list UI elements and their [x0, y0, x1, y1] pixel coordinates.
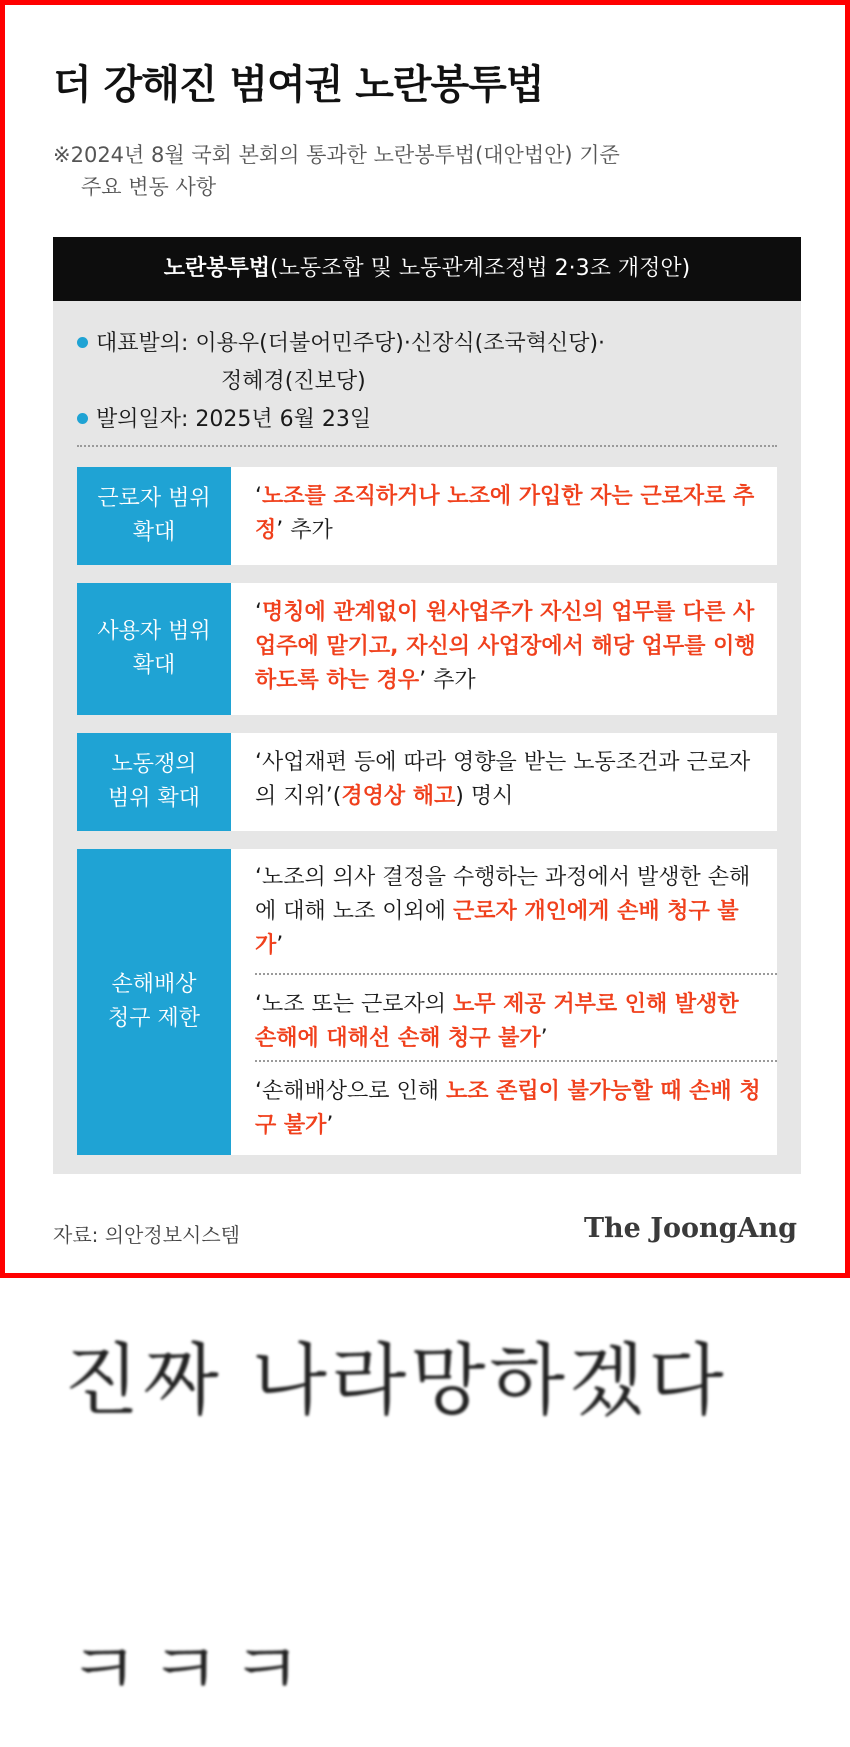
highlight-text: 노무 제공 거부로 인해 발생한 손해에 대해선 손해 청구 불가	[255, 992, 739, 1051]
highlight-text: 노조를 조직하거나 노조에 가입한 자는 근로자로 추정	[255, 484, 755, 543]
plain-text: ‘노조의 의사 결정을 수행하는 과정에서 발생한 손해에 대해 노조 이외에	[255, 865, 751, 924]
date-block	[77, 401, 371, 439]
row-label	[77, 467, 231, 565]
row-content	[231, 467, 777, 565]
bullet-dot-icon	[77, 413, 88, 424]
plain-text: ’	[540, 1026, 548, 1051]
sponsors-line-2: 정혜경(진보당)	[221, 369, 366, 394]
row-content	[231, 583, 777, 715]
row-item	[255, 480, 765, 548]
item-divider	[255, 973, 777, 975]
row-label	[77, 733, 231, 831]
row-label-line-2: 범위 확대	[107, 786, 200, 811]
plain-text: ‘	[255, 600, 262, 625]
row-label-text	[97, 615, 210, 683]
row-label-line-2: 청구 제한	[107, 1006, 200, 1031]
row-content	[231, 849, 777, 1155]
row-item	[255, 861, 765, 963]
row-item	[255, 1075, 765, 1143]
row-label-text	[108, 968, 200, 1036]
table-row	[77, 733, 777, 831]
source-note: 자료: 의안정보시스템	[53, 1223, 240, 1247]
plain-text: ‘노조 또는 근로자의	[255, 992, 453, 1017]
table-row	[77, 583, 777, 715]
sponsors-block	[77, 325, 605, 401]
row-item	[255, 596, 765, 698]
date-value: 2025년 6월 23일	[195, 407, 372, 432]
row-label	[77, 849, 231, 1155]
item-divider	[255, 1060, 777, 1062]
row-label-line-1: 노동쟁의	[111, 752, 197, 777]
table-header	[53, 237, 801, 301]
table-header-rest: (노동조합 및 노동관계조정법 2·3조 개정안)	[270, 256, 691, 281]
row-label-line-1: 근로자 범위	[97, 486, 211, 511]
plain-text: ’ 추가	[276, 518, 333, 543]
highlight-text: 명칭에 관계없이 원사업주가 자신의 업무를 다른 사업주에 맡기고, 자신의 사업장에서 해당 업무를 이행하도록 하는 경우	[255, 600, 756, 693]
subtitle-line-2: 주요 변동 사항	[81, 175, 217, 199]
plain-text: ’	[326, 1113, 334, 1138]
bullet-dot-icon	[77, 337, 88, 348]
plain-text: ‘	[255, 484, 262, 509]
infographic-subtitle	[53, 139, 753, 203]
table-row	[77, 849, 777, 1155]
highlight-text: 근로자 개인에게 손배 청구 불가	[255, 899, 739, 958]
table-header-bold: 노란봉투법	[163, 256, 271, 281]
row-content	[231, 733, 777, 831]
row-item	[255, 746, 765, 814]
row-label-line-2: 확대	[132, 653, 176, 678]
caption-line-2: ㅋㅋㅋ	[68, 1626, 313, 1712]
highlight-text: 경영상 해고	[341, 784, 456, 809]
brand-logo: The JoongAng	[583, 1213, 797, 1244]
meta-divider	[77, 445, 777, 447]
table-body	[53, 301, 801, 1174]
row-label-text	[108, 748, 200, 816]
plain-text: ) 명시	[455, 784, 514, 809]
highlight-text: 노조 존립이 불가능할 때 손배 청구 불가	[255, 1079, 761, 1138]
row-label	[77, 583, 231, 715]
row-label-line-1: 사용자 범위	[97, 619, 211, 644]
plain-text: ‘사업재편 등에 따라 영향을 받는 노동조건과 근로자의 지위’(	[255, 750, 751, 809]
row-label-line-1: 손해배상	[111, 972, 197, 997]
row-label-line-2: 확대	[132, 520, 176, 545]
row-label-text	[97, 482, 210, 550]
table-row	[77, 467, 777, 565]
sponsors-label: 대표발의:	[96, 331, 189, 356]
row-item	[255, 988, 765, 1056]
infographic-title: 더 강해진 범여권 노란봉투법	[53, 62, 544, 108]
date-label: 발의일자:	[96, 407, 189, 432]
subtitle-line-1: ※2024년 8월 국회 본회의 통과한 노란봉투법(대안법안) 기준	[53, 143, 620, 167]
sponsors-line-1: 이용우(더불어민주당)·신장식(조국혁신당)·	[195, 331, 606, 356]
plain-text: ’ 추가	[419, 668, 476, 693]
plain-text: ’	[276, 933, 284, 958]
caption-line-1: 진짜 나라망하겠다	[64, 1336, 728, 1426]
plain-text: ‘손해배상으로 인해	[255, 1079, 446, 1104]
